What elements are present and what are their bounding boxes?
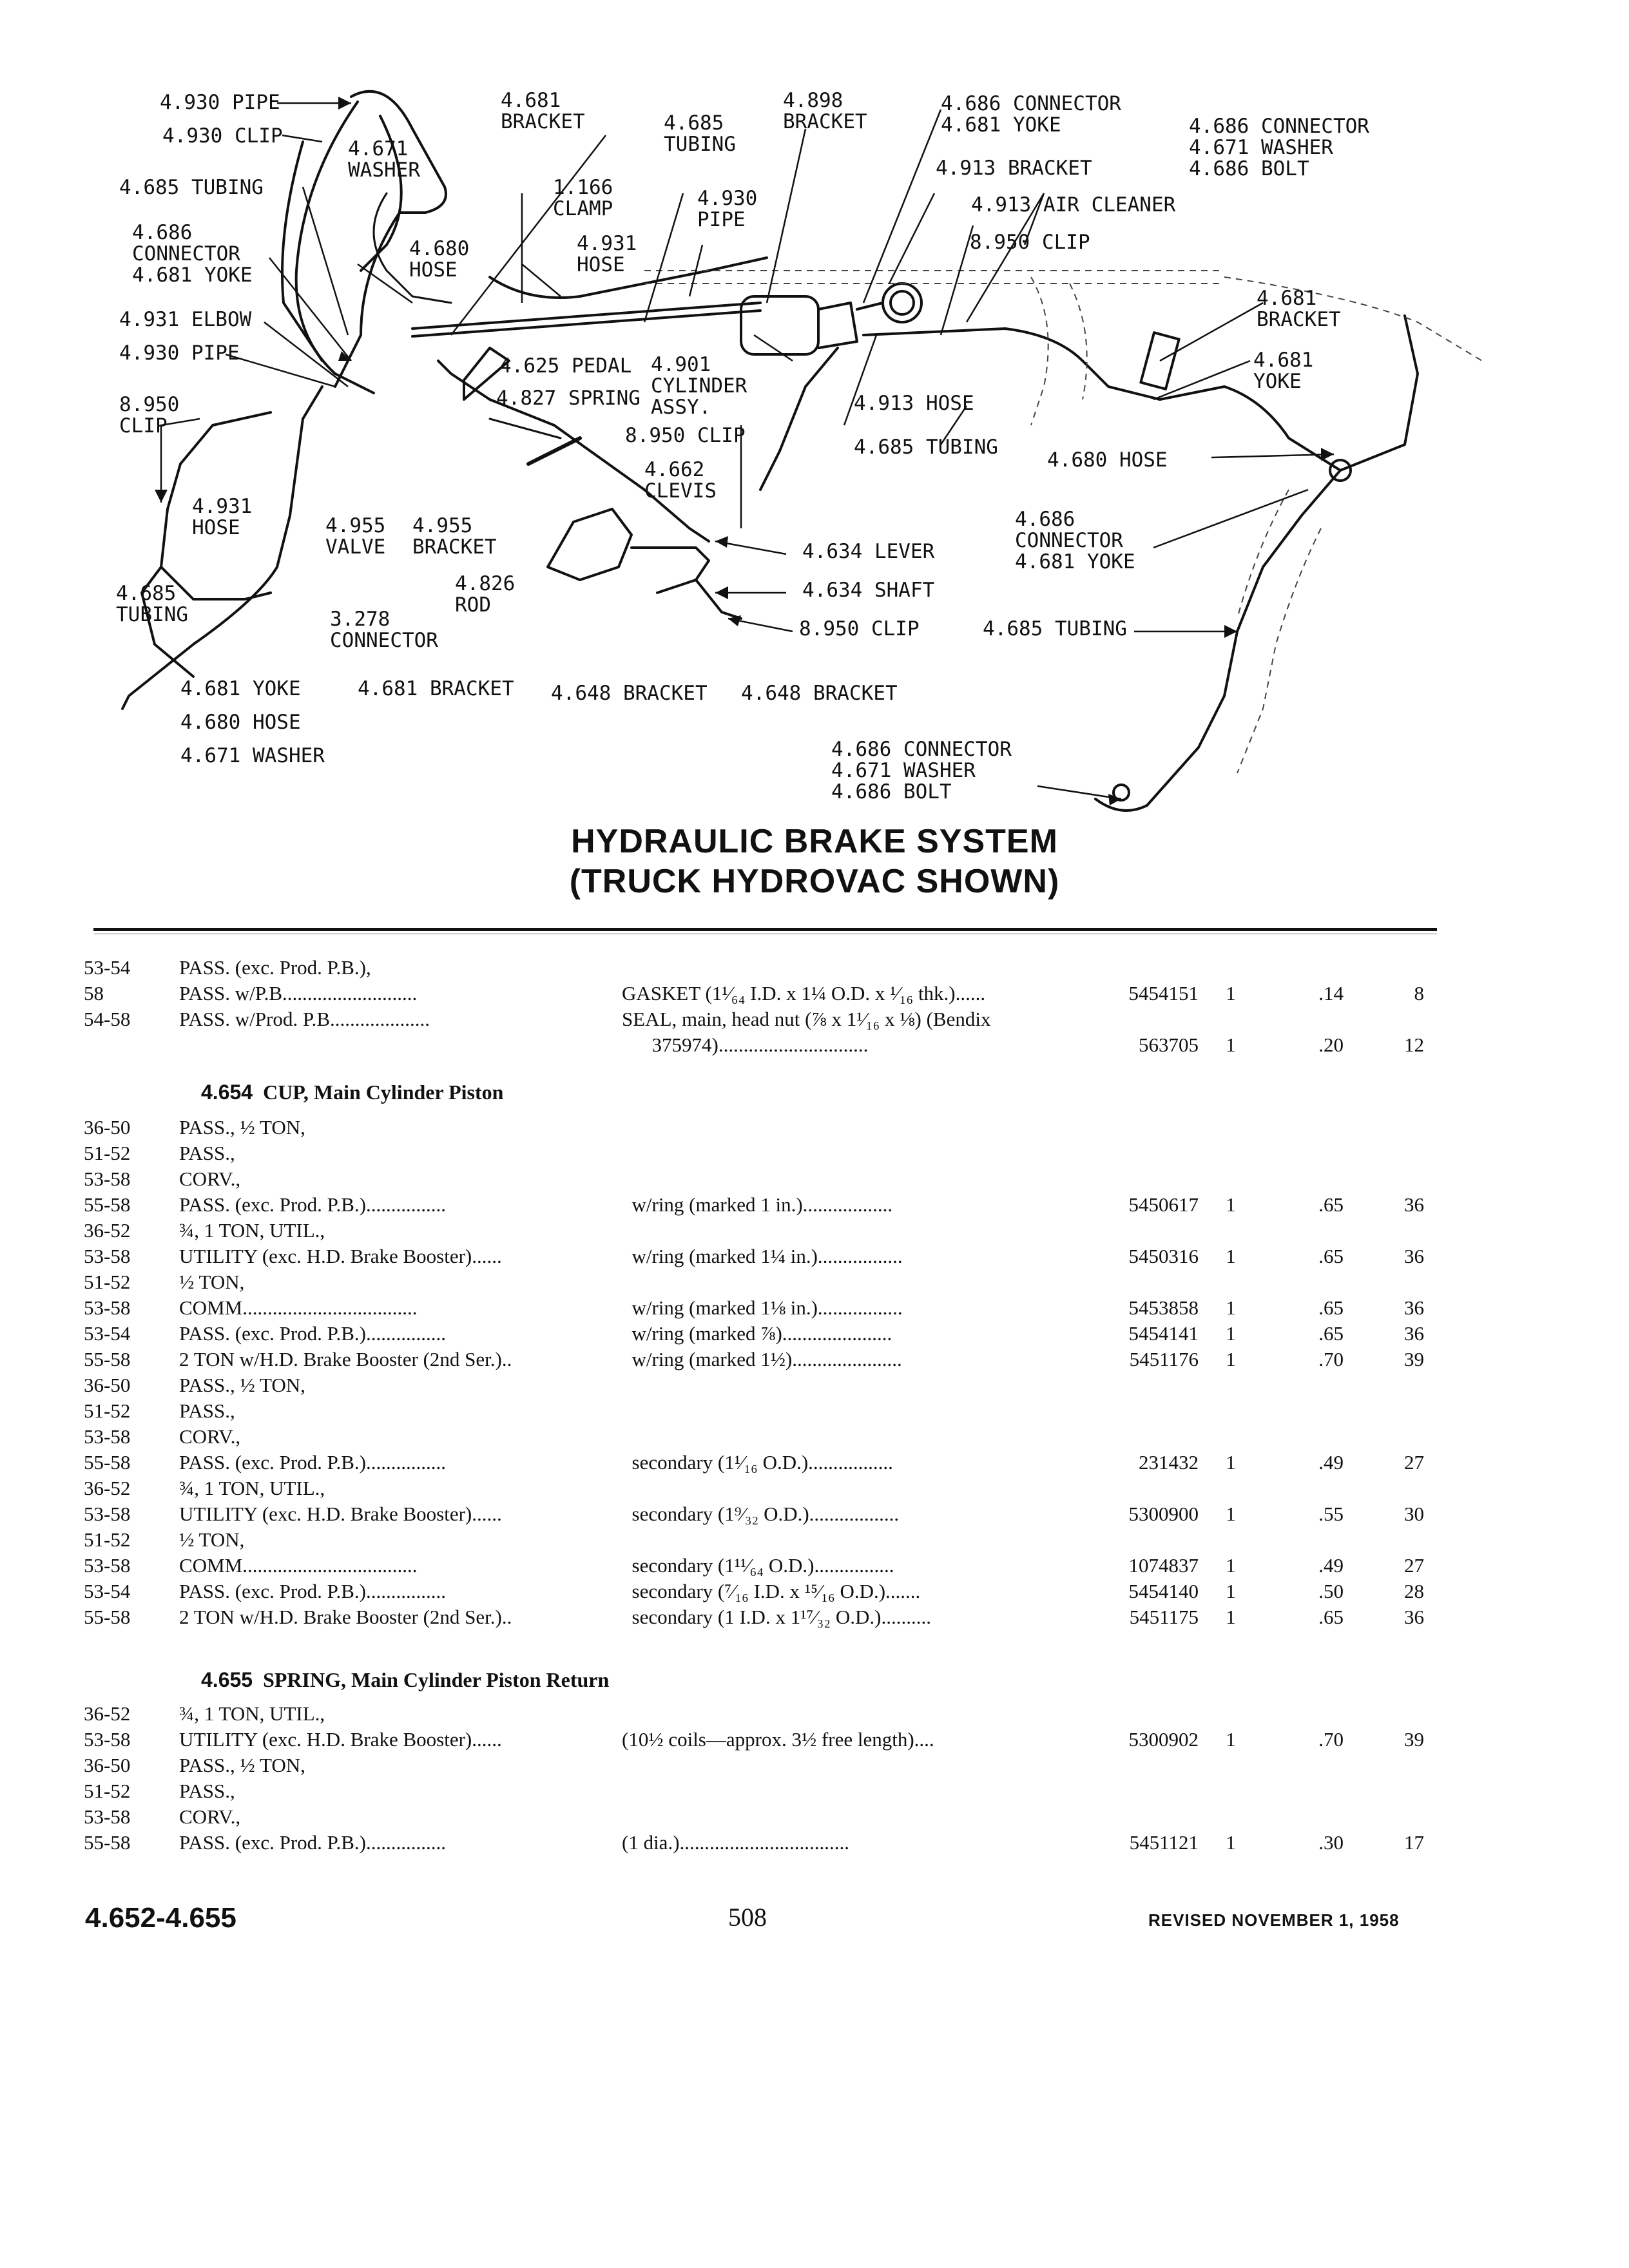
- table-row: [0, 1398, 1629, 1424]
- section-number: 4.655: [201, 1668, 253, 1691]
- cell-app: PASS.,: [179, 1780, 235, 1802]
- cell-year: 51-52: [84, 1142, 131, 1164]
- label-clip: 4.930 CLIP: [162, 124, 283, 148]
- section-number: 4.654: [201, 1081, 253, 1104]
- cell-year: 53-54: [84, 1580, 131, 1602]
- table-row: [0, 1347, 1629, 1372]
- cell-app: UTILITY (exc. H.D. Brake Booster)......: [179, 1503, 502, 1525]
- cell-year: 36-50: [84, 1116, 131, 1139]
- cell-year: 36-52: [84, 1219, 131, 1242]
- table-row: [0, 1424, 1629, 1450]
- cell-unit: 17: [1404, 1831, 1424, 1854]
- cell-year: 51-52: [84, 1528, 131, 1551]
- cell-app: COMM...................................: [179, 1296, 418, 1319]
- cell-qty: 1: [1226, 1554, 1236, 1577]
- table-row: [0, 1006, 1629, 1032]
- label-rod: 4.826 ROD: [455, 572, 516, 617]
- cell-part: 1074837: [1128, 1554, 1199, 1577]
- label-pipe-2: 4.930 PIPE: [119, 341, 240, 365]
- cell-year: 53-58: [84, 1425, 131, 1448]
- label-shaft: 4.634 SHAFT: [802, 579, 935, 602]
- label-clip-5: 8.950 CLIP: [799, 617, 920, 640]
- cell-price: .65: [1318, 1606, 1344, 1628]
- cell-part: 5450617: [1128, 1193, 1199, 1216]
- cell-app: PASS. (exc. Prod. P.B.),: [179, 956, 371, 979]
- cell-app: PASS. (exc. Prod. P.B.)................: [179, 1322, 446, 1345]
- cell-unit: 36: [1404, 1296, 1424, 1319]
- label-valve: 4.955 VALVE: [325, 514, 386, 559]
- cell-part: 5300900: [1128, 1503, 1199, 1525]
- cell-year: 55-58: [84, 1193, 131, 1216]
- cell-app: ¾, 1 TON, UTIL.,: [179, 1477, 325, 1499]
- label-tubing-2: 4.685 TUBING: [116, 582, 188, 626]
- cell-app: CORV.,: [179, 1425, 241, 1448]
- label-cylinder-assy: 4.901 CYLINDER ASSY.: [651, 353, 747, 419]
- label-clip-3: 8.950 CLIP: [970, 231, 1090, 254]
- table-row: [0, 1804, 1629, 1830]
- label-bracket-3: 4.913 BRACKET: [936, 157, 1092, 180]
- cell-app: 2 TON w/H.D. Brake Booster (2nd Ser.)..: [179, 1348, 512, 1370]
- cell-year: 53-58: [84, 1503, 131, 1525]
- label-hose-2: 4.680 HOSE: [180, 711, 301, 734]
- label-pipe: 4.930 PIPE: [160, 91, 280, 114]
- cell-app: PASS.,: [179, 1142, 235, 1164]
- cell-app: PASS. (exc. Prod. P.B.)................: [179, 1451, 446, 1474]
- cell-part: 231432: [1139, 1451, 1199, 1474]
- cell-year: 36-52: [84, 1477, 131, 1499]
- label-air-cleaner: 4.913 AIR CLEANER: [971, 193, 1176, 216]
- label-bracket: 4.681 BRACKET: [501, 89, 585, 133]
- label-bracket-7: 4.648 BRACKET: [551, 682, 708, 705]
- label-elbow: 4.931 ELBOW: [119, 308, 252, 331]
- cell-year: 55-58: [84, 1348, 131, 1370]
- table-row: [0, 1475, 1629, 1501]
- table-row: [0, 955, 1629, 981]
- table-row: [0, 1450, 1629, 1475]
- cell-price: .65: [1318, 1296, 1344, 1319]
- cell-qty: 1: [1226, 1033, 1236, 1056]
- cell-year: 51-52: [84, 1780, 131, 1802]
- table-row: [0, 1501, 1629, 1527]
- cell-part: 5451121: [1129, 1831, 1199, 1854]
- label-hose: 4.931 HOSE: [192, 495, 253, 539]
- table-row: [0, 1553, 1629, 1579]
- table-row: [0, 1579, 1629, 1604]
- table-row: [0, 1269, 1629, 1295]
- cell-desc: w/ring (marked 1 in.)..................: [622, 1193, 893, 1216]
- label-hose-5: 4.913 HOSE: [854, 392, 974, 415]
- cell-qty: 1: [1226, 1322, 1236, 1345]
- cell-unit: 36: [1404, 1322, 1424, 1345]
- cell-app: ¾, 1 TON, UTIL.,: [179, 1702, 325, 1725]
- cell-desc: 375974)..............................: [622, 1033, 869, 1056]
- table-row: [0, 1321, 1629, 1347]
- cell-part: 5450316: [1128, 1245, 1199, 1267]
- cell-app: CORV.,: [179, 1805, 241, 1828]
- cell-year: 53-58: [84, 1728, 131, 1751]
- section-heading-spring: [201, 1667, 609, 1693]
- cell-part: 5451176: [1129, 1348, 1199, 1370]
- footer-revised-date: REVISED NOVEMBER 1, 1958: [1148, 1910, 1400, 1930]
- footer-page-number: 508: [728, 1903, 767, 1932]
- label-tubing-5: 4.685 TUBING: [983, 617, 1127, 640]
- table-row: [0, 1778, 1629, 1804]
- cell-unit: 27: [1404, 1554, 1424, 1577]
- cell-app: ¾, 1 TON, UTIL.,: [179, 1219, 325, 1242]
- label-connector-washer-bolt: 4.686 CONNECTOR 4.671 WASHER 4.686 BOLT: [1189, 115, 1369, 180]
- table-row: [0, 1753, 1629, 1778]
- label-pipe-3: 4.930 PIPE: [697, 187, 758, 231]
- label-bracket-6: 4.681 BRACKET: [358, 677, 514, 700]
- table-row: [0, 1192, 1629, 1218]
- label-pedal: 4.625 PEDAL: [499, 354, 632, 378]
- cell-unit: 39: [1404, 1348, 1424, 1370]
- table-row: [0, 1727, 1629, 1753]
- label-yoke: 4.681 YOKE: [180, 677, 301, 700]
- table-row: [0, 981, 1629, 1006]
- cell-desc: secondary (1⁹⁄₃₂ O.D.)..................: [622, 1503, 900, 1525]
- cell-year: 53-58: [84, 1296, 131, 1319]
- label-bracket-4: 4.681 BRACKET: [1257, 287, 1341, 331]
- section-divider: [93, 928, 1437, 931]
- table-row: [0, 1032, 1629, 1058]
- table-row: [0, 1115, 1629, 1140]
- label-washer-2: 4.671 WASHER: [348, 137, 420, 182]
- label-tubing: 4.685 TUBING: [119, 176, 264, 199]
- cell-unit: 36: [1404, 1606, 1424, 1628]
- cell-app: COMM...................................: [179, 1554, 418, 1577]
- diagram-title-line2: (TRUCK HYDROVAC SHOWN): [569, 863, 1060, 900]
- cell-app: PASS. (exc. Prod. P.B.)................: [179, 1580, 446, 1602]
- cell-app: ½ TON,: [179, 1528, 245, 1551]
- cell-year: 36-50: [84, 1754, 131, 1776]
- label-clip-2: 8.950 CLIP: [119, 393, 180, 437]
- cell-part: 563705: [1139, 1033, 1199, 1056]
- label-bracket-2: 4.898 BRACKET: [783, 89, 867, 133]
- cell-qty: 1: [1226, 1503, 1236, 1525]
- cell-year: 55-58: [84, 1606, 131, 1628]
- cell-unit: 39: [1404, 1728, 1424, 1751]
- cell-app: PASS.,: [179, 1399, 235, 1422]
- table-row: [0, 1244, 1629, 1269]
- cell-desc: SEAL, main, head nut (⅞ x 1¹⁄₁₆ x ⅛) (Bendix: [622, 1008, 991, 1030]
- label-clip-4: 8.950 CLIP: [625, 424, 746, 447]
- cell-year: 36-52: [84, 1702, 131, 1725]
- label-lever: 4.634 LEVER: [802, 540, 935, 563]
- cell-unit: 12: [1404, 1033, 1424, 1056]
- cell-price: .65: [1318, 1245, 1344, 1267]
- cell-desc: secondary (⁷⁄₁₆ I.D. x ¹⁵⁄₁₆ O.D.).......: [622, 1580, 921, 1602]
- cell-year: 53-54: [84, 956, 131, 979]
- cell-qty: 1: [1226, 1245, 1236, 1267]
- cell-year: 53-58: [84, 1245, 131, 1267]
- cell-part: 5453858: [1128, 1296, 1199, 1319]
- cell-part: 5454141: [1128, 1322, 1199, 1345]
- cell-qty: 1: [1226, 1606, 1236, 1628]
- table-row: [0, 1604, 1629, 1630]
- cell-app: PASS. (exc. Prod. P.B.)................: [179, 1831, 446, 1854]
- label-bracket-8: 4.648 BRACKET: [741, 682, 898, 705]
- cell-part: 5454140: [1128, 1580, 1199, 1602]
- table-row: [0, 1166, 1629, 1192]
- cell-desc: secondary (1¹⁄₁₆ O.D.).................: [622, 1451, 893, 1474]
- cell-price: .65: [1318, 1322, 1344, 1345]
- cell-year: 53-58: [84, 1168, 131, 1190]
- cell-price: .49: [1318, 1451, 1344, 1474]
- label-washer: 4.671 WASHER: [180, 744, 325, 767]
- diagram-title-line1: HYDRAULIC BRAKE SYSTEM: [571, 823, 1058, 860]
- cell-app: UTILITY (exc. H.D. Brake Booster)......: [179, 1728, 502, 1751]
- cell-app: PASS., ½ TON,: [179, 1116, 305, 1139]
- cell-year: 51-52: [84, 1399, 131, 1422]
- table-row: [0, 1701, 1629, 1727]
- cell-app: CORV.,: [179, 1168, 241, 1190]
- cell-desc: (1 dia.)..................................: [622, 1831, 850, 1854]
- cell-desc: w/ring (marked 1⅛ in.).................: [622, 1296, 903, 1319]
- cell-app: 2 TON w/H.D. Brake Booster (2nd Ser.)..: [179, 1606, 512, 1628]
- cell-qty: 1: [1226, 1831, 1236, 1854]
- cell-desc: w/ring (marked ⅞)......................: [622, 1322, 892, 1345]
- section-heading-cup: [201, 1079, 503, 1105]
- cell-unit: 36: [1404, 1245, 1424, 1267]
- cell-app: ½ TON,: [179, 1271, 245, 1293]
- cell-qty: 1: [1226, 1296, 1236, 1319]
- cell-unit: 28: [1404, 1580, 1424, 1602]
- cell-price: .49: [1318, 1554, 1344, 1577]
- cell-price: .30: [1318, 1831, 1344, 1854]
- cell-app: PASS., ½ TON,: [179, 1374, 305, 1396]
- cell-unit: 36: [1404, 1193, 1424, 1216]
- cell-qty: 1: [1226, 982, 1236, 1004]
- cell-year: 36-50: [84, 1374, 131, 1396]
- label-yoke-2: 4.681 YOKE: [1253, 349, 1314, 393]
- cell-unit: 30: [1404, 1503, 1424, 1525]
- cell-part: 5451175: [1129, 1606, 1199, 1628]
- cell-qty: 1: [1226, 1451, 1236, 1474]
- cell-price: .65: [1318, 1193, 1344, 1216]
- cell-year: 58: [84, 982, 104, 1004]
- table-row: [0, 1830, 1629, 1856]
- cell-desc: GASKET (1¹⁄₆₄ I.D. x 1¼ O.D. x ¹⁄₁₆ thk.)......: [622, 982, 986, 1004]
- cell-price: .20: [1318, 1033, 1344, 1056]
- cell-price: .70: [1318, 1348, 1344, 1370]
- cell-year: 55-58: [84, 1831, 131, 1854]
- table-row: [0, 1372, 1629, 1398]
- cell-app: PASS. (exc. Prod. P.B.)................: [179, 1193, 446, 1216]
- cell-year: 54-58: [84, 1008, 131, 1030]
- cell-qty: 1: [1226, 1728, 1236, 1751]
- label-hose-3: 4.680 HOSE: [409, 237, 470, 282]
- label-hose-4: 4.931 HOSE: [577, 232, 637, 276]
- cell-year: 53-58: [84, 1805, 131, 1828]
- cell-year: 53-58: [84, 1554, 131, 1577]
- cell-price: .50: [1318, 1580, 1344, 1602]
- cell-desc: w/ring (marked 1½)......................: [622, 1348, 902, 1370]
- label-tubing-4: 4.685 TUBING: [854, 436, 998, 459]
- label-clamp: 1.166 CLAMP: [553, 176, 613, 220]
- label-connector-yoke: 4.686 CONNECTOR 4.681 YOKE: [132, 221, 253, 287]
- cell-price: .70: [1318, 1728, 1344, 1751]
- cell-qty: 1: [1226, 1348, 1236, 1370]
- cell-part: 5454151: [1128, 982, 1199, 1004]
- table-row: [0, 1140, 1629, 1166]
- label-spring: 4.827 SPRING: [496, 387, 641, 410]
- label-connector-yoke-3: 4.686 CONNECTOR 4.681 YOKE: [1015, 508, 1135, 573]
- cell-year: 55-58: [84, 1451, 131, 1474]
- cell-year: 51-52: [84, 1271, 131, 1293]
- section-name: SPRING, Main Cylinder Piston Return: [263, 1668, 610, 1691]
- cell-desc: (10½ coils—approx. 3½ free length)....: [622, 1728, 934, 1751]
- cell-app: PASS., ½ TON,: [179, 1754, 305, 1776]
- footer-section-range: 4.652-4.655: [85, 1902, 236, 1934]
- cell-unit: 8: [1414, 982, 1424, 1004]
- label-connector-washer-bolt-2: 4.686 CONNECTOR 4.671 WASHER 4.686 BOLT: [831, 738, 1012, 803]
- cell-desc: w/ring (marked 1¼ in.).................: [622, 1245, 903, 1267]
- cell-unit: 27: [1404, 1451, 1424, 1474]
- cell-part: 5300902: [1128, 1728, 1199, 1751]
- table-row: [0, 1218, 1629, 1244]
- cell-qty: 1: [1226, 1193, 1236, 1216]
- cell-desc: secondary (1 I.D. x 1¹⁷⁄₃₂ O.D.)..........: [622, 1606, 931, 1628]
- label-bracket-5: 4.955 BRACKET: [412, 514, 497, 559]
- cell-desc: secondary (1¹¹⁄₆₄ O.D.)................: [622, 1554, 894, 1577]
- cell-app: PASS. w/P.B...........................: [179, 982, 418, 1004]
- table-row: [0, 1295, 1629, 1321]
- cell-app: UTILITY (exc. H.D. Brake Booster)......: [179, 1245, 502, 1267]
- cell-year: 53-54: [84, 1322, 131, 1345]
- cell-qty: 1: [1226, 1580, 1236, 1602]
- label-tubing-3: 4.685 TUBING: [664, 111, 736, 156]
- cell-price: .14: [1318, 982, 1344, 1004]
- table-row: [0, 1527, 1629, 1553]
- label-connector-yoke-2: 4.686 CONNECTOR 4.681 YOKE: [941, 92, 1121, 137]
- label-connector: 3.278 CONNECTOR: [330, 608, 438, 652]
- label-hose-6: 4.680 HOSE: [1047, 448, 1168, 472]
- cell-app: PASS. w/Prod. P.B....................: [179, 1008, 430, 1030]
- cell-price: .55: [1318, 1503, 1344, 1525]
- section-name: CUP, Main Cylinder Piston: [263, 1081, 504, 1104]
- label-clevis: 4.662 CLEVIS: [644, 458, 717, 503]
